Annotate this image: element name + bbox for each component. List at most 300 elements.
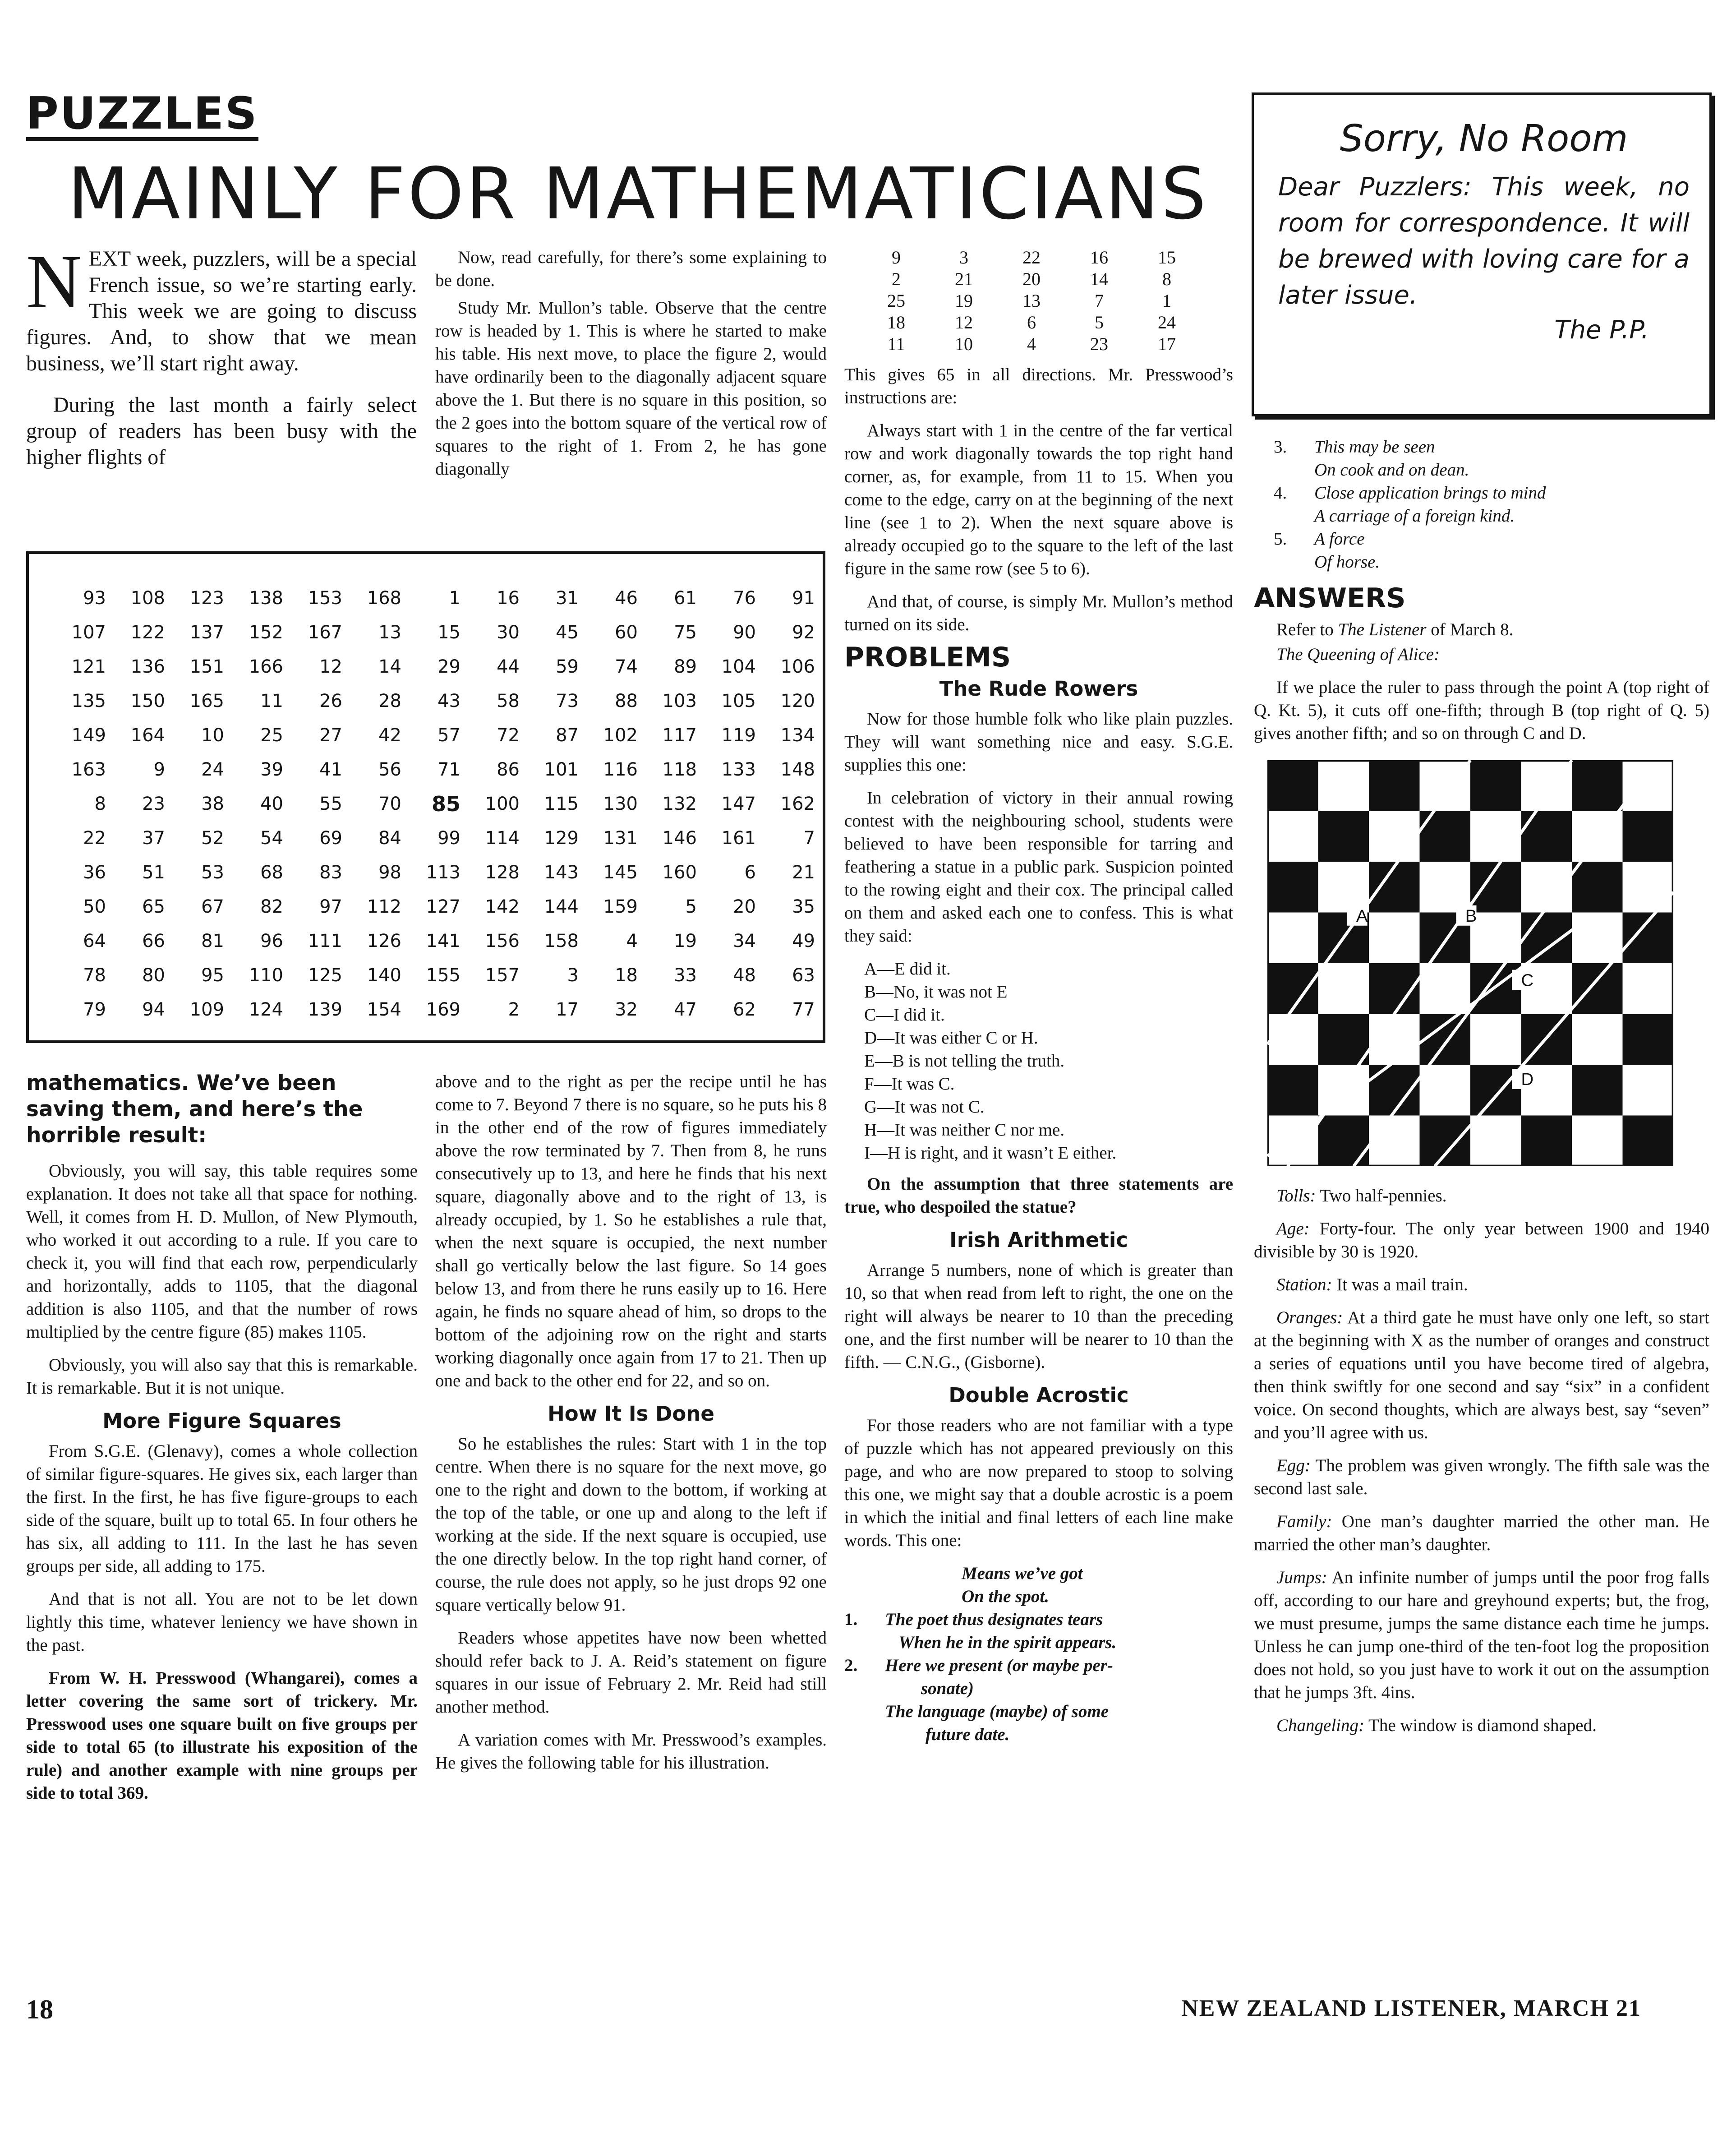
table-cell: 151 [189,656,224,677]
table-cell: 30 [497,622,520,643]
table-cell: 164 [130,725,165,746]
table-cell: 13 [378,622,401,643]
board-square [1521,1116,1572,1167]
board-square [1318,1014,1369,1065]
answer-item [1254,1510,1709,1556]
table-row [862,246,1233,268]
table-cell: 123 [189,588,224,609]
table-cell: 11 [260,691,283,711]
verse-number: 2. [844,1656,858,1675]
table-cell: 19 [955,291,973,311]
magic-square-grid [47,581,815,1027]
verse-number: 3. [1274,437,1287,457]
table-cell: 105 [721,691,756,711]
table-cell: 55 [319,794,342,814]
acrostic-verse-1 [844,1562,1233,1746]
box-signature: The P.P. [1554,315,1649,345]
table-cell: 112 [367,896,401,917]
answer-item [1254,1273,1709,1296]
table-cell: 57 [437,725,460,746]
table-cell: 20 [733,896,756,917]
statement-b: B—No, it was not E [864,982,1008,1002]
problems-heading: PROBLEMS [844,642,1011,673]
table-cell: 154 [367,999,401,1020]
explanation-column-top [435,246,827,490]
table-cell: 40 [260,794,283,814]
table-cell: 155 [426,965,460,986]
table-cell: 74 [615,656,638,677]
table-cell: 125 [308,965,342,986]
table-cell: 37 [142,828,165,849]
table-cell: 161 [721,828,756,849]
table-cell: 117 [662,725,697,746]
table-cell: 16 [1090,247,1108,268]
board-square [1521,811,1572,862]
table-cell: 102 [603,725,638,746]
table-row [47,855,815,890]
table-cell: 121 [71,656,106,677]
table-cell: 2 [892,269,901,289]
table-cell: 133 [721,759,756,780]
statement-i: I—H is right, and it wasn’t E either. [864,1143,1117,1163]
rowers-statements [844,957,1233,1164]
table-cell: 135 [71,691,106,711]
table-cell: 60 [615,622,638,643]
table-cell: 48 [733,965,756,986]
table-cell: 139 [308,999,342,1020]
table-row [47,581,815,615]
table-cell: 1 [449,588,460,609]
verse-item-1 [844,1608,1233,1654]
box-title: Sorry, No Room [1340,117,1628,160]
explain-paragraph-2: Study Mr. Mullon’s table. Observe that the centre row is headed by 1. This is where he started to make his table. His next move, to place the figure 2, would have ordinarily been to the diagonally adjacent square above the 1. But there is no square in this position, so the 2 goes into the bottom square of the vertical row of squares to the right of 1. From 2, he has gone diagonally [435,298,827,479]
table-cell: 54 [260,828,283,849]
rowers-story: In celebration of victory in their annual rowing contest with the neighbouring school, students were believed to have been responsible for tarring and feathering a statue in a public park. Suspicion pointed to the rowing eight and their cox. The principal called on them and asked each one to confess. This is what they said: [844,788,1233,946]
table-cell: 73 [556,691,579,711]
table-cell: 127 [426,896,460,917]
answer-value: Two half-pennies. [1320,1186,1447,1205]
verse-text: The poet thus designates tears When he in the spirit appears. [885,1610,1117,1652]
table-cell: 26 [319,691,342,711]
reid-paragraph: Readers whose appetites have now been whetted should refer back to J. A. Reid’s statement on figure squares in our issue of February 2. Mr. Reid had still another method. [435,1628,827,1717]
verse-number: 1. [844,1610,858,1629]
verse-text: This may be seen On cook and on dean. [1314,437,1469,480]
table-cell: 18 [615,965,638,986]
table-cell: 6 [744,862,756,883]
table-cell: 83 [319,862,342,883]
table-cell: 126 [367,931,401,951]
table-cell: 110 [249,965,283,986]
gives-65-paragraph: This gives 65 in all directions. Mr. Presswood’s instructions are: [844,365,1233,407]
mullon-paragraph: Obviously, you will say, this table requires some explanation. It does not take all that space for nothing. Well, it comes from H. D. Mullon, of New Plymouth, who worked it out according to a rule. If you care to check it, you will find that each row, perpendicularly and horizontally, adds to 1105, that the diagonal addition is also 1105, and that the number of rows multiplied by the centre figure (85) makes 1105. [26,1161,418,1342]
not-all-paragraph: And that is not all. You are not to be let down lightly this time, whatever leniency we have shown in the past. [26,1589,418,1655]
board-square [1623,1014,1674,1065]
statement-d: D—It was either C or H. [864,1028,1038,1048]
table-cell: 17 [1158,334,1176,354]
table-cell: 165 [189,691,224,711]
table-cell: 63 [792,965,815,986]
verse-intro-line-2: On the spot. [962,1587,1049,1606]
table-cell: 33 [674,965,697,986]
board-square [1267,862,1318,913]
table-cell: 80 [142,965,165,986]
alice-paragraph: If we place the ruler to pass through the point A (top right of Q. Kt. 5), it cuts off one-fifth; through B (top right of Q. 5) gives another fifth; and so on through C and D. [1254,678,1709,743]
board-label-c: C [1521,970,1534,990]
intro-paragraph-1: EXT week, puzzlers, will be a special French issue, so we’re starting early. This week we are going to discuss figures. And, to show that we mean business, we’ll start right away. [26,247,417,375]
answer-key: Tolls: [1276,1186,1316,1205]
page-title: MAINLY FOR MATHEMATICIANS [68,152,1209,236]
answer-item [1254,1566,1709,1704]
table-cell: 59 [556,656,579,677]
table-cell: 21 [792,862,815,883]
table-row [862,311,1233,332]
answer-value: At a third gate he must have only one left, so start at the beginning with X as the number of oranges and construct a series of equations until you have become tired of algebra, then think swiftly for one second and say “six” in a confident voice. On second thoughts, which are always best, say “seven” and you’ll agree with us. [1254,1308,1709,1442]
statement-h: H—It was neither C nor me. [864,1120,1065,1140]
verse-text: Close application brings to mind A carriage of a foreign kind. [1314,483,1546,526]
table-cell: 29 [437,656,460,677]
table-cell: 92 [792,622,815,643]
table-cell: 168 [367,588,401,609]
answer-key: Family: [1276,1512,1332,1531]
board-square [1572,760,1623,811]
table-cell: 93 [83,588,106,609]
table-cell: 15 [437,622,460,643]
table-row [47,993,815,1027]
table-cell: 12 [955,312,973,332]
board-square [1420,1116,1471,1167]
table-cell: 8 [1162,269,1171,289]
table-cell: 158 [544,931,579,951]
table-cell: 130 [603,794,638,814]
double-acrostic-heading: Double Acrostic [949,1383,1129,1407]
table-cell: 95 [201,965,224,986]
turned-paragraph: And that, of course, is simply Mr. Mullon’s method turned on its side. [844,592,1233,634]
answers-reference: Refer to The Listener of March 8. [1276,620,1514,639]
board-square [1318,811,1369,862]
table-row [47,924,815,958]
table-cell: 88 [615,691,638,711]
table-cell: 141 [426,931,460,951]
table-cell: 7 [803,828,815,849]
table-cell: 65 [142,896,165,917]
table-cell: 152 [249,622,283,643]
publication-footer: NEW ZEALAND LISTENER, MARCH 21 [1181,1995,1641,2021]
table-cell: 13 [1022,291,1041,311]
table-cell: 138 [249,588,283,609]
table-cell: 86 [497,759,520,780]
table-cell: 49 [792,931,815,951]
answer-key: Changeling: [1276,1716,1364,1735]
magic-square-5 [862,246,1233,354]
table-cell: 19 [674,931,697,951]
table-cell: 128 [485,862,520,883]
more-figure-squares-heading: More Figure Squares [102,1409,341,1433]
table-cell: 51 [142,862,165,883]
acrostic-paragraph: For those readers who are not familiar with a type of puzzle which has not appeared previously on this page, and who are now prepared to stoop to solving this one, we might say that a double acrostic is a poem in which the initial and final letters of each line make words. This one: [844,1416,1233,1550]
table-cell: 90 [733,622,756,643]
table-cell: 38 [201,794,224,814]
table-cell: 41 [319,759,342,780]
table-cell: 5 [685,896,697,917]
answer-item [1254,1217,1709,1263]
table-cell: 94 [142,999,165,1020]
table-cell: 34 [733,931,756,951]
table-cell: 162 [780,794,815,814]
table-cell: 136 [130,656,165,677]
table-cell: 67 [201,896,224,917]
presswood-paragraph: From W. H. Presswood (Whangarei), comes a letter covering the same sort of trickery. Mr. Presswood uses one square built on five groups per side to total 65 (to illustrate his exposition of the rule) and another example with nine groups per side to total 369. [26,1668,418,1803]
table-cell: 85 [431,792,460,816]
board-square [1572,862,1623,913]
answer-key: Egg: [1276,1456,1311,1475]
variation-paragraph: A variation comes with Mr. Presswood’s examples. He gives the following table for his illustration. [435,1730,827,1773]
table-cell: 163 [71,759,106,780]
table-cell: 53 [201,862,224,883]
table-row [862,289,1233,311]
table-cell: 87 [556,725,579,746]
table-cell: 12 [319,656,342,677]
table-row [47,753,815,787]
statement-f: F—It was C. [864,1074,955,1094]
table-cell: 46 [615,588,638,609]
statement-c: C—I did it. [864,1005,945,1025]
table-cell: 157 [485,965,520,986]
table-cell: 147 [721,794,756,814]
answer-key: Station: [1276,1275,1332,1294]
table-cell: 100 [485,794,520,814]
drop-cap: N [26,239,82,324]
table-row [47,787,815,821]
table-cell: 124 [249,999,283,1020]
table-cell: 134 [780,725,815,746]
table-cell: 169 [426,999,460,1020]
remarkable-paragraph: Obviously, you will also say that this is remarkable. It is remarkable. But it is not unique. [26,1355,418,1398]
table-cell: 28 [378,691,401,711]
intro-column [26,239,417,480]
table-row [47,958,815,993]
table-cell: 116 [603,759,638,780]
answer-item [1254,1184,1709,1207]
answer-key: Jumps: [1276,1568,1327,1587]
answers-list [1254,1184,1709,1737]
table-cell: 156 [485,931,520,951]
statement-a: A—E did it. [864,959,951,979]
board-square [1521,913,1572,964]
table-cell: 70 [378,794,401,814]
table-cell: 96 [260,931,283,951]
table-cell: 36 [83,862,106,883]
verse-text: Here we present (or maybe per- sonate) The language (maybe) of some future date. [885,1656,1113,1744]
board-square [1369,760,1420,811]
column-1-bottom [26,1070,418,1815]
table-cell: 23 [1090,334,1108,354]
table-cell: 160 [662,862,697,883]
table-cell: 82 [260,896,283,917]
board-square [1623,1116,1674,1167]
table-cell: 101 [544,759,579,780]
board-square [1470,760,1521,811]
table-cell: 18 [887,312,905,332]
table-row [862,268,1233,289]
table-cell: 9 [153,759,165,780]
lead-text: mathematics. We’ve been saving them, and here’s the horrible result: [26,1071,363,1148]
table-cell: 11 [887,334,905,354]
table-cell: 22 [1022,247,1041,268]
table-cell: 56 [378,759,401,780]
table-cell: 122 [130,622,165,643]
table-cell: 149 [71,725,106,746]
table-cell: 120 [780,691,815,711]
table-cell: 47 [674,999,697,1020]
table-cell: 84 [378,828,401,849]
table-cell: 21 [955,269,973,289]
table-cell: 159 [603,896,638,917]
table-row [47,650,815,684]
answer-value: Forty-four. The only year between 1900 and 1940 divisible by 30 is 1920. [1254,1219,1710,1261]
table-cell: 167 [308,622,342,643]
column-4 [1254,435,1709,1747]
board-label-b: B [1465,906,1477,926]
intro-paragraph-2: During the last month a fairly select group of readers has been busy with the higher flights of [26,393,417,469]
section-kicker: PUZZLES [26,90,258,141]
table-cell: 166 [249,656,283,677]
table-cell: 137 [189,622,224,643]
board-label-d: D [1521,1070,1534,1089]
table-cell: 44 [497,656,520,677]
table-cell: 4 [1027,334,1036,354]
table-cell: 150 [130,691,165,711]
verse-item-4 [1254,481,1709,527]
table-cell: 91 [792,588,815,609]
table-cell: 114 [485,828,520,849]
irish-paragraph: Arrange 5 numbers, none of which is greater than 10, so that when read from left to right, the one on the right will always be nearer to 10 than the preceding one, and the first number will be nearer to 10 than the fifth. — C.N.G., (Gisborne). [844,1261,1233,1372]
verse-item-5 [1254,527,1709,573]
table-cell: 106 [780,656,815,677]
statement-g: G—It was not C. [864,1097,985,1117]
table-cell: 148 [780,759,815,780]
table-cell: 31 [556,588,579,609]
table-cell: 109 [189,999,224,1020]
table-cell: 27 [319,725,342,746]
table-cell: 25 [260,725,283,746]
table-cell: 104 [721,656,756,677]
answer-value: The window is diamond shaped. [1368,1716,1597,1735]
answer-key: Oranges: [1276,1308,1343,1327]
page-number: 18 [26,1995,53,2024]
table-cell: 76 [733,588,756,609]
table-cell: 23 [142,794,165,814]
sge-paragraph: From S.G.E. (Glenavy), comes a whole collection of similar figure-squares. He gives six, each larger than the first. In the first, he has five figure-groups to each side of the square, built up to total 65. In four others he has six, all adding to 111. In the last he has seven groups per side, all adding to 175. [26,1441,418,1576]
table-cell: 107 [71,622,106,643]
instructions-paragraph: Always start with 1 in the centre of the far vertical row and work diagonally towards the top right hand corner, as, for example, from 11 to 15. When you come to the edge, carry on at the beginning of the next line (see 1 to 2). When the next square above is already occupied go to the square to the left of the last figure in the same row (see 5 to 6). [844,421,1233,578]
table-cell: 3 [567,965,579,986]
table-cell: 32 [615,999,638,1020]
table-cell: 144 [544,896,579,917]
board-square [1318,1116,1369,1167]
table-cell: 2 [508,999,520,1020]
explain-paragraph-1: Now, read carefully, for there’s some explaining to be done. [435,248,827,290]
table-cell: 71 [437,759,460,780]
rules-paragraph: So he establishes the rules: Start with 1 in the top centre. When there is no square for the next move, go one to the right and down to the bottom, if working at the top of the table, or one up and along to the left if working at the side. If the next square is occupied, use the one directly below. In the top right hand corner, of course, the rule does not apply, so he just drops 92 one square vertically below 91. [435,1434,827,1615]
table-row [47,615,815,650]
table-cell: 14 [1090,269,1108,289]
table-cell: 24 [201,759,224,780]
table-cell: 64 [83,931,106,951]
board-square [1267,760,1318,811]
sorry-no-room-box [1252,92,1712,416]
table-cell: 25 [887,291,905,311]
table-cell: 81 [201,931,224,951]
table-cell: 10 [201,725,224,746]
board-square [1267,1065,1318,1116]
table-cell: 103 [662,691,697,711]
table-cell: 98 [378,862,401,883]
table-cell: 8 [94,794,106,814]
table-cell: 45 [556,622,579,643]
table-cell: 99 [437,828,460,849]
table-cell: 69 [319,828,342,849]
answer-item [1254,1306,1709,1444]
table-cell: 43 [437,691,460,711]
how-it-is-done-heading: How It Is Done [548,1402,714,1426]
table-cell: 4 [626,931,638,951]
table-cell: 145 [603,862,638,883]
table-row [47,821,815,855]
table-cell: 14 [378,656,401,677]
rowers-question: On the assumption that three statements are true, who despoiled the statue? [844,1174,1233,1217]
table-cell: 132 [662,794,697,814]
table-cell: 58 [497,691,520,711]
table-cell: 118 [662,759,697,780]
table-cell: 15 [1158,247,1176,268]
table-cell: 62 [733,999,756,1020]
rowers-intro: Now for those humble folk who like plain puzzles. They will want something nice and easy. S.G.E. supplies this one: [844,709,1233,775]
table-cell: 140 [367,965,401,986]
board-square [1572,963,1623,1014]
verse-item-2 [844,1654,1233,1746]
table-cell: 6 [1027,312,1036,332]
table-cell: 97 [319,896,342,917]
answer-item [1254,1714,1709,1737]
board-square [1572,1065,1623,1116]
irish-arithmetic-heading: Irish Arithmetic [949,1228,1128,1252]
table-cell: 153 [308,588,342,609]
table-cell: 1 [1162,291,1171,311]
table-cell: 72 [497,725,520,746]
table-row [47,718,815,753]
table-cell: 115 [544,794,579,814]
table-cell: 42 [378,725,401,746]
table-cell: 10 [955,334,973,354]
table-row [47,684,815,718]
answer-value: It was a mail train. [1336,1275,1468,1294]
table-row [47,890,815,924]
board-square [1623,811,1674,862]
alice-title: The Queening of Alice: [1276,645,1440,664]
verse-intro-line-1: Means we’ve got [962,1564,1083,1583]
table-cell: 16 [497,588,520,609]
table-cell: 66 [142,931,165,951]
verse-number: 5. [1274,529,1287,549]
box-text: Dear Puzzlers: This week, no room for correspondence. It will be brewed with loving care for a later issue. [1278,172,1690,310]
table-cell: 50 [83,896,106,917]
table-cell: 131 [603,828,638,849]
acrostic-verse-2 [1254,435,1709,573]
answer-key: Age: [1276,1219,1310,1238]
table-cell: 52 [201,828,224,849]
table-cell: 68 [260,862,283,883]
table-cell: 20 [1022,269,1041,289]
